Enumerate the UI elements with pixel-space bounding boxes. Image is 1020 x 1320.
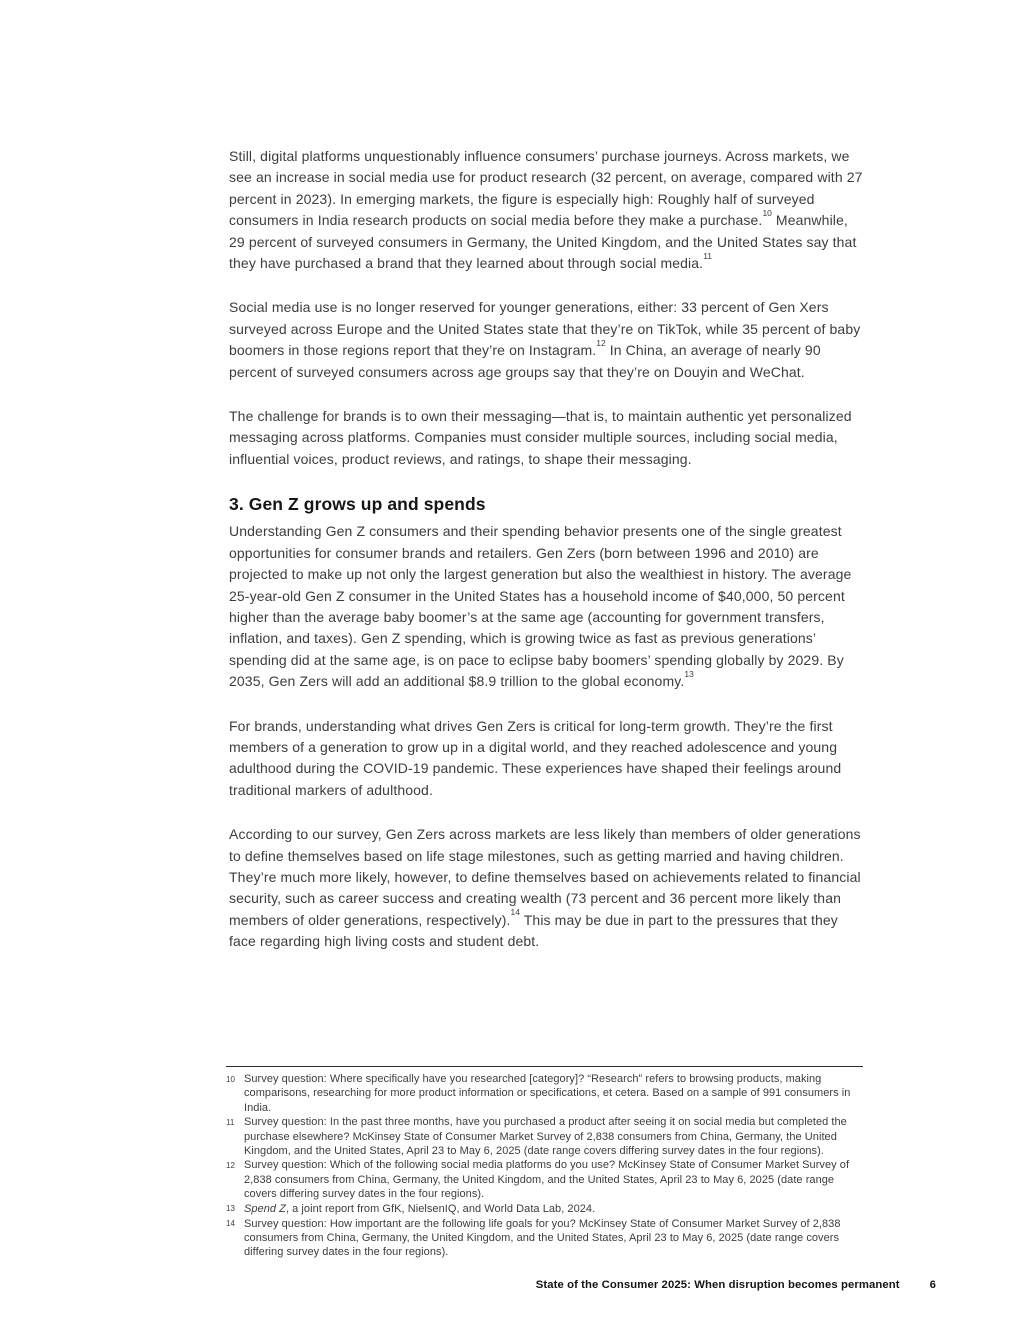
footnote-reference: 10 [762,207,772,218]
footnote-reference: 11 [703,250,713,261]
footnote-text [244,1202,863,1216]
footnotes-section [226,1066,863,1260]
text-run: In China, an average of nearly 90 percent of surveyed consumers across age groups say that they’re on Douyin and WeChat. [229,342,821,380]
body-sections [229,146,863,953]
footnote-item [226,1217,863,1260]
footnote-marker: 11 [226,1117,235,1127]
footnote-reference: 14 [510,907,520,918]
footnote-item [226,1202,863,1217]
text-run: Understanding Gen Z consumers and their spending behavior presents one of the single greatest opportunities for consumer brands and retailers. Gen Zers (born between 1996 and 2010) are projected to make up not only the largest generation but also the wealthiest in history. The average 25-year-old Gen Z consumer in the United States has a household income of $40,000, 50 percent higher than the average baby boomer’s at the same age (accounting for government transfers, inflation, and taxes). Gen Z spending, which is growing twice as fast as previous generations’ spending did at the same age, is on pace to eclipse baby boomers’ spending globally by 2029. By 2035, Gen Zers will add an additional $8.9 trillion to the global economy. [229,523,852,690]
text-run: Social media use is no longer reserved for younger generations, either: 33 percent of Gen Xers surveyed across Europe and the United States state that they’re on TikTok, while 35 percent of baby boomers in those regions report that they’re on Instagram. [229,299,861,359]
body-paragraph [229,824,863,952]
body-paragraph [229,716,863,802]
footnote-marker: 13 [226,1204,235,1214]
footnote-text [244,1072,863,1115]
body-paragraph [229,297,863,383]
footnote-text [244,1158,863,1201]
body-content [229,146,863,976]
text-run: Survey question: In the past three months, have you purchased a product after seeing it on social media but completed the purchase elsewhere? McKinsey State of Consumer Market Survey of 2,838 consumers from China, Germany, the United Kingdom, and the United States, April 23 to May 6, 2025 (date range covers differing survey dates in the four regions). [244,1116,847,1158]
text-run: Meanwhile, 29 percent of surveyed consumers in Germany, the United Kingdom, and the United States say that they have purchased a brand that they learned about through social media. [229,212,857,272]
footnote-marker: 14 [226,1219,235,1229]
text-run: Survey question: Which of the following social media platforms do you use? McKinsey State of Consumer Market Survey of 2,838 consumers from China, Germany, the United Kingdom, and the United States, April 23 to May 6, 2025 (date range covers differing survey dates in the four regions). [244,1159,850,1201]
text-run: According to our survey, Gen Zers across markets are less likely than members of older generations to define themselves based on life stage milestones, such as getting married and having children. They’re much more likely, however, to define themselves based on achievements related to financial security, such as career success and creating wealth (73 percent and 36 percent more likely than members of older generations, respectively). [229,826,861,928]
text-run: This may be due in part to the pressures that they face regarding high living costs and student debt. [229,911,838,950]
page-footer [536,1279,936,1291]
footer-report-title: State of the Consumer 2025: When disruption becomes permanent [535,1279,900,1291]
section-heading: 3. Gen Z grows up and spends [229,494,486,515]
footnote-marker: 10 [226,1074,235,1084]
footnote-item [226,1115,863,1158]
text-run: Spend Z [244,1202,286,1215]
body-paragraph [229,146,863,274]
footnote-reference: 13 [684,668,694,679]
footnote-marker: 12 [226,1160,235,1170]
body-paragraph [229,521,863,692]
text-run: For brands, understanding what drives Gen Zers is critical for long-term growth. They’re the first members of a generation to grow up in a digital world, and they reached adolescence and young adulthood during the COVID-19 pandemic. These experiences have shaped their feelings around traditional markers of adulthood. [229,717,842,798]
footnote-reference: 12 [596,337,606,348]
text-run: Still, digital platforms unquestionably influence consumers’ purchase journeys. Across markets, we see an increase in social media use for product research (32 percent, on average, compared with 27 percent in 2023). In emerging markets, the figure is especially high: Roughly half of surveyed consumers in India research products on social media before they make a purchase. [229,148,863,229]
body-paragraph [229,406,863,470]
footnotes-list [226,1072,863,1260]
footnote-item [226,1072,863,1115]
footnote-text [244,1115,863,1158]
footnote-text [244,1217,863,1260]
text-run: Survey question: Where specifically have you researched [category]? “Research” refers to browsing products, making comparisons, researching for more product information or specifications, et cetera. Based on a sample of 991 consumers in India. [244,1073,851,1114]
footnote-item [226,1158,863,1201]
footer-page-number: 6 [929,1279,936,1291]
text-run: The challenge for brands is to own their messaging—that is, to maintain authentic yet personalized messaging across platforms. Companies must consider multiple sources, including social media, influential voices, product reviews, and ratings, to shape their messaging. [229,408,852,467]
text-run: , a joint report from GfK, NielsenIQ, and World Data Lab, 2024. [285,1202,596,1215]
text-run: Survey question: How important are the following life goals for you? McKinsey State of Consumer Market Survey of 2,838 consumers from China, Germany, the United Kingdom, and the United States, April 23 to May 6, 2025 (date range covers differing survey dates in the four regions). [244,1217,841,1259]
